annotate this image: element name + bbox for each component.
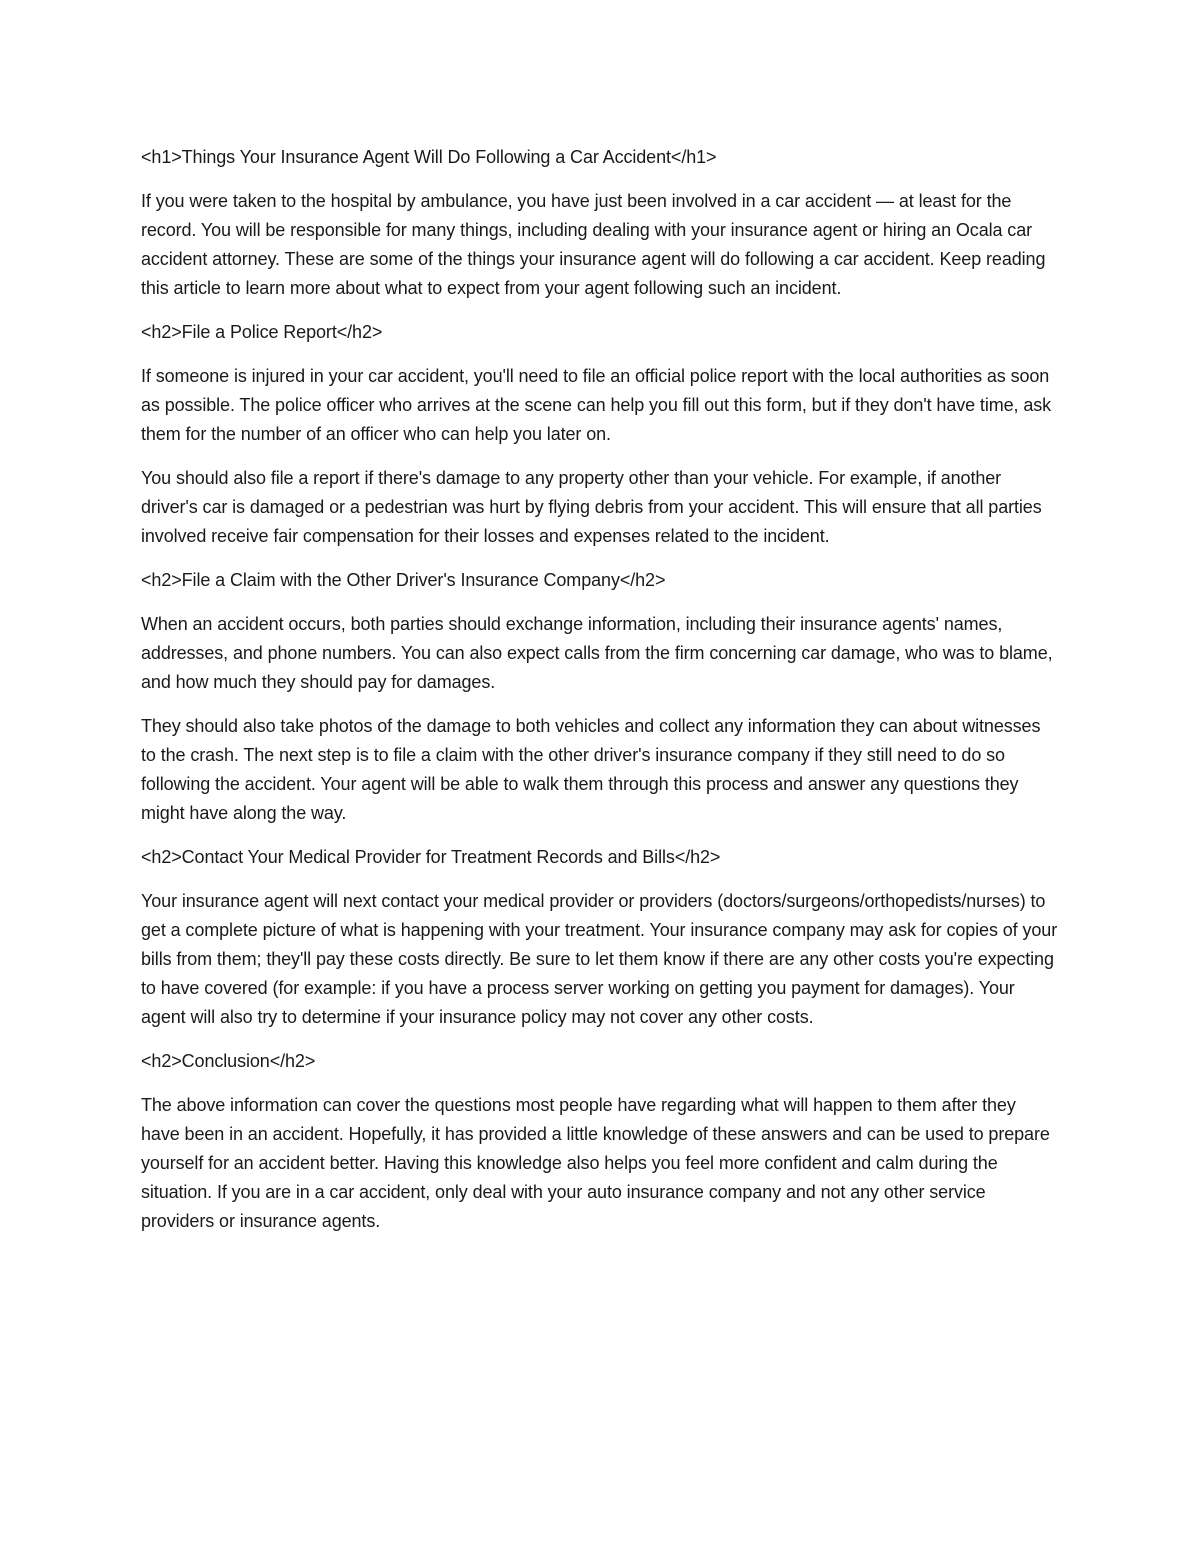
- title-heading: <h1>Things Your Insurance Agent Will Do Following a Car Accident</h1>: [141, 147, 717, 167]
- file-claim-paragraph-1: When an accident occurs, both parties should exchange information, including their insurance agents' names, addresses, and phone numbers. You can also expect calls from the firm concerning car damage, who was to blame, and how much they should pay for damages.: [141, 614, 1053, 692]
- file-claim-paragraph-2: They should also take photos of the damage to both vehicles and collect any information they can about witnesses to the crash. The next step is to file a claim with the other driver's insurance company if they still need to do so following the accident. Your agent will be able to walk them through this process and answer any questions they might have along the way.: [141, 716, 1041, 823]
- police-report-paragraph-1: If someone is injured in your car accident, you'll need to file an official police report with the local authorities as soon as possible. The police officer who arrives at the scene can help you fill out this form, but if they don't have time, ask them for the number of an officer who can help you later on.: [141, 366, 1052, 444]
- document-body: [141, 143, 1059, 1251]
- conclusion-paragraph-1: The above information can cover the questions most people have regarding what will happen to them after they have been in an accident. Hopefully, it has provided a little knowledge of these answers and can be used to prepare yourself for an accident better. Having this knowledge also helps you feel more confident and calm during the situation. If you are in a car accident, only deal with your auto insurance company and not any other service providers or insurance agents.: [141, 1095, 1050, 1231]
- intro-paragraph: If you were taken to the hospital by ambulance, you have just been involved in a car accident — at least for the record. You will be responsible for many things, including dealing with your insurance agent or hiring an Ocala car accident attorney. These are some of the things your insurance agent will do following a car accident. Keep reading this article to learn more about what to expect from your agent following such an incident.: [141, 191, 1046, 298]
- police-report-paragraph-2: You should also file a report if there's damage to any property other than your vehicle. For example, if another driver's car is damaged or a pedestrian was hurt by flying debris from your accident. This will ensure that all parties involved receive fair compensation for their losses and expenses related to the incident.: [141, 468, 1042, 546]
- medical-provider-paragraph-1: Your insurance agent will next contact your medical provider or providers (doctors/surgeons/orthopedists/nurses) to get a complete picture of what is happening with your treatment. Your insurance company may ask for copies of your bills from them; they'll pay these costs directly. Be sure to let them know if there are any other costs you're expecting to have covered (for example: if you have a process server working on getting you payment for damages). Your agent will also try to determine if your insurance policy may not cover any other costs.: [141, 891, 1058, 1027]
- section-heading-file-claim: <h2>File a Claim with the Other Driver's Insurance Company</h2>: [141, 570, 666, 590]
- section-heading-conclusion: <h2>Conclusion</h2>: [141, 1051, 316, 1071]
- section-heading-medical-provider: <h2>Contact Your Medical Provider for Treatment Records and Bills</h2>: [141, 847, 721, 867]
- section-heading-police-report: <h2>File a Police Report</h2>: [141, 322, 383, 342]
